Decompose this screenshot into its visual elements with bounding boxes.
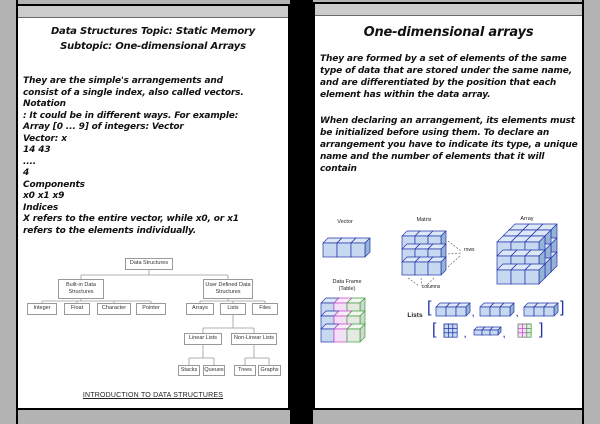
tree-node-integer: Integer [27,303,57,315]
right-paragraph-1: They are formed by a set of elements of the same type of data that are stored under the same name, and are differentiated by the position that each element has within the data array. [320,54,572,100]
dataframe-diagram [319,296,367,344]
tree-node-user-defined: User Defined Data Structures [203,279,253,299]
left-title-line1: Data Structures Topic: Static Memory [50,26,256,37]
tree-node-graphs: Graphs [258,365,281,376]
list-comma: , [464,330,467,339]
body-line: X refers to the entire vector, while x0, or x1 [23,214,239,224]
dataframe-label-line1: Data Frame [332,279,362,285]
tree-node-trees: Trees [234,365,256,376]
body-line: Array [0 ... 9] of integers: Vector [23,122,184,132]
body-line: Indices [23,202,59,213]
tree-node-stacks: Stacks [178,365,200,376]
tree-node-queues: Queues [203,365,225,376]
list-vector-item-2 [478,301,519,318]
left-page-footer: INTRODUCTION TO DATA STRUCTURES [82,392,224,399]
list-row-item [473,326,506,339]
tree-node-float: Float [64,303,90,315]
list-bracket-open: [ [427,299,432,316]
list-vector-item-1 [434,301,475,318]
matrix-diagram [400,226,480,290]
list-comma: , [472,309,475,318]
diagram-area [315,4,582,408]
tree-node-lists: Lists [220,303,246,315]
body-line: x0 x1 x9 [23,191,65,201]
left-title-line2: Subtopic: One-dimensional Arrays [60,40,246,52]
dataframe-label [319,279,375,293]
left-page-body [23,76,286,237]
tree-node-built-in: Built-in Data Structures [58,279,104,299]
list2-bracket-open: [ [432,321,437,338]
list2-bracket-close: ] [539,321,544,338]
columns-label: columns [421,284,441,290]
list-dataframe-item [517,323,533,338]
body-line: .... [23,156,37,167]
lists-label: Lists [407,312,423,319]
body-line: Notation [23,99,66,109]
body-line: Vector: x [23,133,67,144]
list-matrix-item [443,323,459,338]
tree-connectors [18,252,288,382]
rows-label: rows [464,247,475,253]
page-gap-divider [290,0,313,424]
body-line: refers to the elements individually. [23,225,197,236]
body-line: 14 43 [23,145,51,155]
right-paragraph-2: When declaring an arrangement, its elements must be initialized before using them. To declare an arrangement you have to indicate its type, a unique name and the number of elements that it will contain [320,116,578,174]
left-page-title [18,25,288,54]
body-line: : It could be in different ways. For example: [23,110,239,121]
tree-node-arrays: Arrays [186,303,214,315]
left-page-header-strip [18,6,288,18]
vector-diagram [321,236,373,259]
body-line: 4 [23,168,30,178]
tree-node-pointer: Pointer [136,303,166,315]
list-comma: , [503,330,506,339]
matrix-label: Matrix [416,217,432,223]
tree-node-linear-lists: Linear Lists [184,333,222,345]
tree-node-character: Character [97,303,131,315]
tree-node-files: Files [252,303,278,315]
vector-label: Vector [337,219,353,225]
body-line: Components [23,179,85,190]
tree-node-data-structures: Data Structures [125,258,173,270]
body-line: They are the simple's arrangements and [23,76,223,86]
list-comma: , [516,309,519,318]
list-bracket-close: ] [560,299,565,316]
left-page [16,4,290,410]
tree-node-non-linear-lists: Non-Linear Lists [231,333,277,345]
right-page-title: One-dimensional arrays [363,25,534,40]
dataframe-label-line2: (Table) [338,286,356,293]
array-diagram [495,224,559,286]
list-vector-item-3 [522,301,560,318]
body-line: consist of a single index, also called vectors. [23,87,244,98]
array-label: Array [520,216,534,222]
right-page [313,2,584,410]
